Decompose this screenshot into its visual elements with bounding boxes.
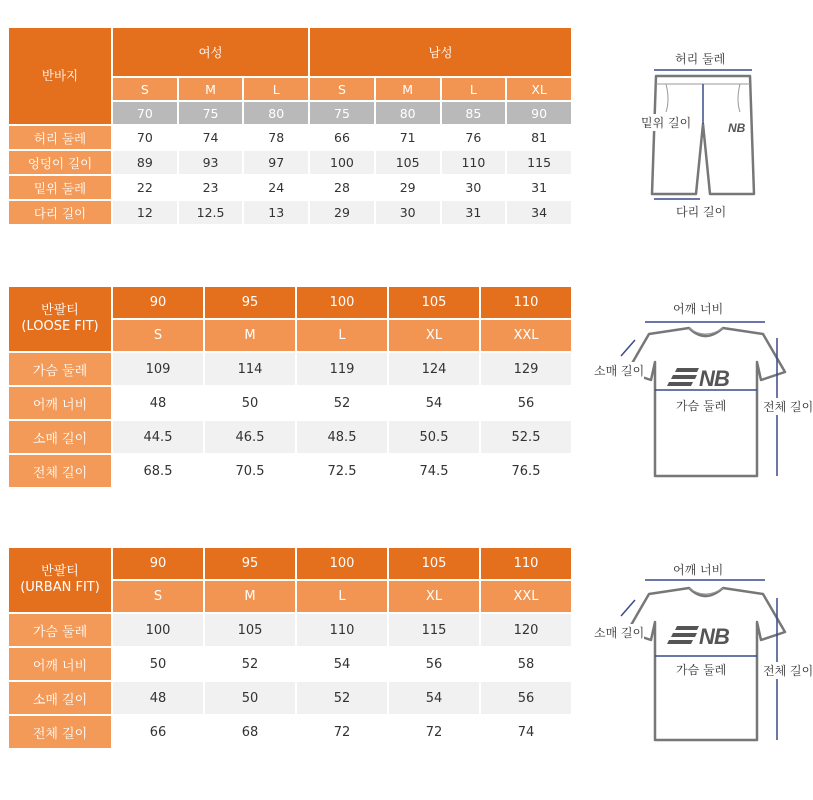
table-row bbox=[9, 176, 571, 199]
value-cell: 100 bbox=[113, 614, 203, 646]
table-row bbox=[9, 126, 571, 149]
value-cell: 31 bbox=[442, 201, 506, 224]
urban-fit-tee-table bbox=[7, 546, 573, 750]
shorts-title: 반바지 bbox=[9, 28, 111, 124]
row-label: 허리 둘레 bbox=[9, 126, 111, 149]
waist-code-cell: 70 bbox=[113, 102, 177, 124]
value-cell: 76 bbox=[442, 126, 506, 149]
value-cell: 66 bbox=[113, 716, 203, 748]
value-cell: 52 bbox=[297, 682, 387, 714]
size-cell: L bbox=[297, 320, 387, 351]
value-cell: 72 bbox=[389, 716, 479, 748]
value-cell: 31 bbox=[507, 176, 571, 199]
value-cell: 72 bbox=[297, 716, 387, 748]
size-cell: S bbox=[113, 581, 203, 612]
svg-text:N: N bbox=[699, 624, 715, 649]
code-cell: 95 bbox=[205, 287, 295, 318]
value-cell: 115 bbox=[507, 151, 571, 174]
value-cell: 13 bbox=[244, 201, 308, 224]
table-row bbox=[9, 387, 571, 419]
leg-length-label: 다리 길이 bbox=[676, 205, 727, 219]
rise-label: 밑위 길이 bbox=[641, 116, 692, 130]
value-cell: 50 bbox=[205, 682, 295, 714]
size-cell: L bbox=[244, 78, 308, 100]
code-cell: 105 bbox=[389, 287, 479, 318]
size-cell: M bbox=[179, 78, 243, 100]
value-cell: 89 bbox=[113, 151, 177, 174]
svg-text:B: B bbox=[714, 624, 730, 649]
women-group-header: 여성 bbox=[113, 28, 308, 76]
value-cell: 68.5 bbox=[113, 455, 203, 487]
table-row bbox=[9, 455, 571, 487]
title-line-2: (URBAN FIT) bbox=[20, 580, 100, 595]
waist-code-cell: 80 bbox=[376, 102, 440, 124]
table-row bbox=[9, 648, 571, 680]
sleeve-label: 소매 길이 bbox=[594, 626, 645, 640]
value-cell: 54 bbox=[389, 387, 479, 419]
value-cell: 29 bbox=[376, 176, 440, 199]
value-cell: 115 bbox=[389, 614, 479, 646]
value-cell: 93 bbox=[179, 151, 243, 174]
size-cell: M bbox=[205, 320, 295, 351]
value-cell: 50.5 bbox=[389, 421, 479, 453]
sleeve-label: 소매 길이 bbox=[594, 364, 645, 378]
code-cell: 90 bbox=[113, 287, 203, 318]
value-cell: 114 bbox=[205, 353, 295, 385]
value-cell: 68 bbox=[205, 716, 295, 748]
size-cell: XXL bbox=[481, 320, 571, 351]
value-cell: 58 bbox=[481, 648, 571, 680]
code-cell: 95 bbox=[205, 548, 295, 579]
value-cell: 110 bbox=[297, 614, 387, 646]
value-cell: 29 bbox=[310, 201, 374, 224]
value-cell: 124 bbox=[389, 353, 479, 385]
row-label: 어깨 너비 bbox=[9, 387, 111, 419]
size-cell: M bbox=[205, 581, 295, 612]
value-cell: 30 bbox=[376, 201, 440, 224]
value-cell: 54 bbox=[297, 648, 387, 680]
value-cell: 48 bbox=[113, 682, 203, 714]
chest-label: 가슴 둘레 bbox=[676, 399, 727, 413]
size-cell: S bbox=[113, 78, 177, 100]
waist-code-cell: 85 bbox=[442, 102, 506, 124]
size-cell: S bbox=[310, 78, 374, 100]
value-cell: 81 bbox=[507, 126, 571, 149]
size-cell: L bbox=[297, 581, 387, 612]
shoulder-label: 어깨 너비 bbox=[673, 563, 724, 577]
title-line-2: (LOOSE FIT) bbox=[21, 319, 99, 334]
shoulder-label: 어깨 너비 bbox=[673, 302, 724, 316]
row-label: 전체 길이 bbox=[9, 455, 111, 487]
value-cell: 78 bbox=[244, 126, 308, 149]
code-cell: 105 bbox=[389, 548, 479, 579]
size-cell: XL bbox=[507, 78, 571, 100]
value-cell: 76.5 bbox=[481, 455, 571, 487]
table-row bbox=[9, 353, 571, 385]
value-cell: 56 bbox=[481, 387, 571, 419]
value-cell: 74 bbox=[179, 126, 243, 149]
chest-label: 가슴 둘레 bbox=[676, 663, 727, 677]
value-cell: 56 bbox=[389, 648, 479, 680]
sleeve-measure-line bbox=[621, 600, 635, 616]
shorts-size-table bbox=[7, 26, 573, 226]
value-cell: 74.5 bbox=[389, 455, 479, 487]
svg-text:B: B bbox=[714, 366, 730, 391]
loose-fit-title bbox=[9, 287, 111, 351]
value-cell: 52 bbox=[297, 387, 387, 419]
size-cell: XL bbox=[389, 320, 479, 351]
table-row bbox=[9, 201, 571, 224]
code-cell: 110 bbox=[481, 548, 571, 579]
row-label: 엉덩이 길이 bbox=[9, 151, 111, 174]
value-cell: 105 bbox=[205, 614, 295, 646]
waist-code-cell: 75 bbox=[179, 102, 243, 124]
table-row bbox=[9, 151, 571, 174]
value-cell: 52 bbox=[205, 648, 295, 680]
value-cell: 24 bbox=[244, 176, 308, 199]
size-cell: XXL bbox=[481, 581, 571, 612]
table-row bbox=[9, 614, 571, 646]
waist-label: 허리 둘레 bbox=[675, 52, 726, 66]
value-cell: 97 bbox=[244, 151, 308, 174]
value-cell: 105 bbox=[376, 151, 440, 174]
value-cell: 44.5 bbox=[113, 421, 203, 453]
value-cell: 70 bbox=[113, 126, 177, 149]
row-label: 밑위 둘레 bbox=[9, 176, 111, 199]
size-cell: XL bbox=[389, 581, 479, 612]
value-cell: 28 bbox=[310, 176, 374, 199]
value-cell: 22 bbox=[113, 176, 177, 199]
code-cell: 90 bbox=[113, 548, 203, 579]
value-cell: 46.5 bbox=[205, 421, 295, 453]
row-label: 가슴 둘레 bbox=[9, 614, 111, 646]
value-cell: 71 bbox=[376, 126, 440, 149]
urban-fit-title bbox=[9, 548, 111, 612]
row-label: 소매 길이 bbox=[9, 421, 111, 453]
value-cell: 30 bbox=[442, 176, 506, 199]
value-cell: 72.5 bbox=[297, 455, 387, 487]
waist-code-cell: 75 bbox=[310, 102, 374, 124]
size-cell: M bbox=[376, 78, 440, 100]
men-group-header: 남성 bbox=[310, 28, 571, 76]
value-cell: 120 bbox=[481, 614, 571, 646]
value-cell: 74 bbox=[481, 716, 571, 748]
value-cell: 66 bbox=[310, 126, 374, 149]
value-cell: 109 bbox=[113, 353, 203, 385]
value-cell: 56 bbox=[481, 682, 571, 714]
title-line-1: 반팔티 bbox=[41, 563, 79, 579]
nb-logo-icon: NB bbox=[728, 121, 746, 135]
title-line-1: 반팔티 bbox=[41, 302, 79, 318]
length-label: 전체 길이 bbox=[763, 664, 813, 678]
row-label: 소매 길이 bbox=[9, 682, 111, 714]
value-cell: 129 bbox=[481, 353, 571, 385]
code-cell: 100 bbox=[297, 287, 387, 318]
sleeve-measure-line bbox=[621, 340, 635, 356]
value-cell: 70.5 bbox=[205, 455, 295, 487]
value-cell: 52.5 bbox=[481, 421, 571, 453]
row-label: 어깨 너비 bbox=[9, 648, 111, 680]
value-cell: 50 bbox=[113, 648, 203, 680]
value-cell: 48 bbox=[113, 387, 203, 419]
value-cell: 119 bbox=[297, 353, 387, 385]
shorts-diagram-icon bbox=[640, 62, 770, 202]
value-cell: 34 bbox=[507, 201, 571, 224]
size-cell: S bbox=[113, 320, 203, 351]
row-label: 다리 길이 bbox=[9, 201, 111, 224]
value-cell: 23 bbox=[179, 176, 243, 199]
value-cell: 12.5 bbox=[179, 201, 243, 224]
code-cell: 100 bbox=[297, 548, 387, 579]
table-row bbox=[9, 716, 571, 748]
waist-code-cell: 90 bbox=[507, 102, 571, 124]
svg-text:N: N bbox=[699, 366, 715, 391]
row-label: 전체 길이 bbox=[9, 716, 111, 748]
value-cell: 50 bbox=[205, 387, 295, 419]
size-cell: L bbox=[442, 78, 506, 100]
loose-fit-tee-table bbox=[7, 285, 573, 489]
length-label: 전체 길이 bbox=[763, 400, 813, 414]
row-label: 가슴 둘레 bbox=[9, 353, 111, 385]
value-cell: 100 bbox=[310, 151, 374, 174]
table-row bbox=[9, 421, 571, 453]
waist-code-cell: 80 bbox=[244, 102, 308, 124]
code-cell: 110 bbox=[481, 287, 571, 318]
table-row bbox=[9, 682, 571, 714]
value-cell: 54 bbox=[389, 682, 479, 714]
value-cell: 110 bbox=[442, 151, 506, 174]
value-cell: 48.5 bbox=[297, 421, 387, 453]
value-cell: 12 bbox=[113, 201, 177, 224]
